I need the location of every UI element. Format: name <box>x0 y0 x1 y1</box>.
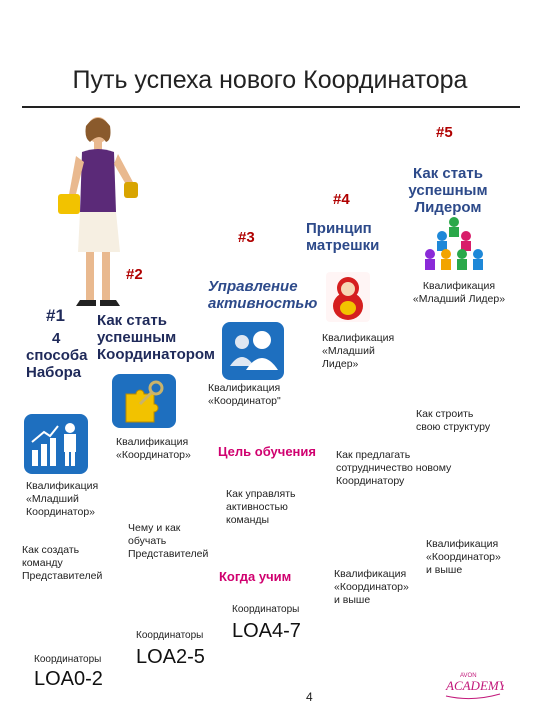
step-2-number: #2 <box>126 266 143 283</box>
goal-line: обучать <box>128 535 167 547</box>
goal-line: сотрудничество новому <box>336 462 452 474</box>
goal-line: Как строить <box>416 408 474 420</box>
step-1-line: 4 <box>52 330 61 347</box>
growth-bars-person-icon <box>24 414 88 474</box>
step-4-heading <box>306 220 379 254</box>
step-1-line: способа <box>26 347 88 364</box>
qualification-line: «Младший Лидер» <box>412 293 506 305</box>
goal-line: Представителей <box>128 548 209 560</box>
qualification-line: Квалификация <box>422 280 496 292</box>
qualification-junior-leader-right <box>404 280 514 306</box>
goal-line: Как управлять <box>226 488 296 500</box>
goal-line: активностью <box>226 501 288 513</box>
qualification-line: Квалификация <box>426 538 499 550</box>
title-divider <box>22 106 520 108</box>
svg-text:AVON: AVON <box>460 673 477 679</box>
qualification-line: Квалификация <box>208 382 281 394</box>
people-group-icon <box>222 322 284 380</box>
goal-line: Как создать <box>22 544 80 556</box>
level-1-code: LOA0-2 <box>34 668 103 690</box>
matryoshka-icon <box>326 272 370 322</box>
step-5-line: Как стать <box>413 165 483 182</box>
team-pyramid-icon <box>414 214 494 274</box>
qualification-junior-coordinator <box>26 480 98 519</box>
qualification-line: Лидер» <box>322 358 359 370</box>
step-4-number: #4 <box>333 191 350 208</box>
level-3-code: LOA4-7 <box>232 620 301 642</box>
step-3-number: #3 <box>238 229 255 246</box>
step-3-heading <box>208 278 317 312</box>
level-2-code: LOA2-5 <box>136 646 205 668</box>
qualification-line: «Координатор" <box>208 395 281 407</box>
avon-academy-logo <box>442 668 504 706</box>
step-1-number: #1 <box>46 306 65 325</box>
qualification-line: Квалификация <box>26 480 99 492</box>
qualification-coordinator-and-above-2 <box>426 538 501 577</box>
step-1-line: Набора <box>26 364 82 381</box>
step-5-line: Лидером <box>414 199 482 216</box>
qualification-line: «Младший <box>26 493 79 505</box>
step-5-heading <box>398 165 498 216</box>
step-2-line: Как стать <box>97 312 167 329</box>
step-4-line: матрешки <box>306 237 380 254</box>
goal-build-structure <box>416 408 490 434</box>
goal-line: команду <box>22 557 63 569</box>
qualification-line: Квалификация <box>116 436 189 448</box>
puzzle-key-icon <box>112 374 176 428</box>
qualification-line: «Координатор» <box>334 581 409 593</box>
goal-line: Представителей <box>22 570 103 582</box>
step-5-line: успешным <box>408 182 488 199</box>
step-2-line: Координатором <box>97 346 215 363</box>
qualification-junior-leader-mid <box>322 332 394 371</box>
step-3-line: Управление <box>208 278 298 295</box>
when-heading: Когда учим <box>219 569 292 584</box>
qualification-line: и выше <box>334 594 371 606</box>
step-4-line: Принцип <box>306 220 372 237</box>
goal-create-team <box>22 544 102 583</box>
qualification-line: и выше <box>426 564 463 576</box>
level-1-label: Координаторы <box>34 654 102 665</box>
step-1-heading <box>26 330 96 381</box>
goals-heading: Цель обучения <box>218 444 316 459</box>
qualification-line: Квалификация <box>322 332 395 344</box>
goal-line: Чему и как <box>128 522 181 534</box>
step-2-heading <box>97 312 215 363</box>
goal-line: Координатору <box>336 475 405 487</box>
level-3-label: Координаторы <box>232 604 300 615</box>
step-3-line: активностью <box>208 295 318 312</box>
page-title: Путь успеха нового Координатора <box>72 66 468 94</box>
qualification-line: «Координатор» <box>426 551 501 563</box>
qualification-coordinator-left <box>116 436 191 462</box>
svg-text:ACADEMY: ACADEMY <box>446 678 504 693</box>
goal-line: свою структуру <box>416 421 491 433</box>
goal-manage-activity <box>226 488 296 527</box>
level-2-label: Координаторы <box>136 630 204 641</box>
step-5-number: #5 <box>436 124 453 141</box>
goal-line: Как предлагать <box>336 449 411 461</box>
qualification-line: «Младший <box>322 345 375 357</box>
qualification-line: Координатор» <box>26 506 96 518</box>
goal-line: команды <box>226 514 270 526</box>
goal-offer-cooperation <box>336 449 451 488</box>
page-number: 4 <box>306 690 313 704</box>
qualification-coordinator-and-above-1 <box>334 568 409 607</box>
qualification-line: Квалификация <box>334 568 407 580</box>
step-2-line: успешным <box>97 329 177 346</box>
qualification-coordinator-mid <box>208 382 281 408</box>
qualification-line: «Координатор» <box>116 449 191 461</box>
goal-teach-representatives <box>128 522 208 561</box>
